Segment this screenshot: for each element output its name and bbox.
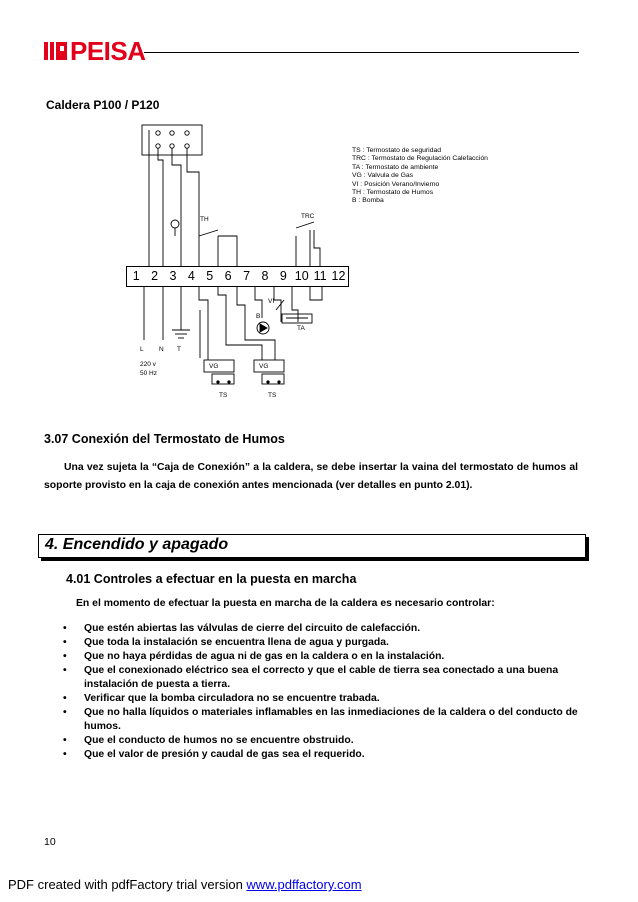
terminal-10: 10 [294, 269, 309, 283]
terminal-3: 3 [169, 269, 177, 283]
label-th: TH [200, 216, 209, 223]
label-supply-voltage: 220 v [140, 361, 156, 368]
list-item-text: Que el conducto de humos no se encuentre obstruido. [84, 735, 354, 746]
terminal-1: 1 [132, 269, 140, 283]
list-item-text: Que no haya pérdidas de agua ni de gas en la caldera o en la instalación. [84, 651, 445, 662]
bullet-icon: • [63, 735, 67, 746]
legend-item: TH : Termostato de Humos [352, 189, 434, 197]
section-4-title: 4. Encendido y apagado [45, 536, 229, 553]
diagram-title: Caldera P100 / P120 [46, 98, 160, 112]
section-3-07-heading: 3.07 Conexión del Termostato de Humos [44, 432, 285, 446]
label-n: N [159, 346, 164, 353]
bullet-icon: • [63, 693, 67, 704]
terminal-6: 6 [224, 269, 232, 283]
list-item-text: Que toda la instalación se encuentra llena de agua y purgada. [84, 637, 389, 648]
legend-item: VI : Posición Verano/Invierno [352, 180, 440, 188]
terminal-11: 11 [313, 269, 327, 283]
bullet-icon: • [63, 749, 67, 760]
bullet-icon: • [63, 707, 67, 718]
legend-item: TS : Termostato de seguridad [352, 147, 442, 154]
label-ts-2: TS [268, 392, 277, 399]
terminal-12: 12 [331, 269, 346, 283]
terminal-5: 5 [206, 269, 214, 283]
bullet-icon: • [63, 623, 67, 634]
section-4-01-heading: 4.01 Controles a efectuar en la puesta en marcha [66, 572, 357, 586]
label-vg-1: VG [209, 363, 219, 370]
diagram-legend [352, 147, 488, 206]
label-t: T [177, 346, 181, 353]
bullet-icon: • [63, 651, 67, 662]
bullet-icon: • [63, 665, 67, 676]
terminal-7: 7 [243, 269, 251, 283]
section-3-07-text: Una vez sujeta la “Caja de Conexión” a la caldera, se debe insertar la vaina del termostato de humos al soporte provisto en la caja de conexión antes mencionada (ver detalles en punto 2.01). [44, 462, 578, 491]
label-ts-1: TS [219, 392, 228, 399]
wiring-diagram [0, 0, 638, 420]
pdf-footer [8, 877, 362, 892]
section-3-07-paragraph [44, 459, 578, 495]
legend-item: VG : Valvula de Gas [352, 172, 414, 180]
legend-item: TRC : Termostato de Regulación Calefacción [352, 155, 488, 163]
terminal-strip [126, 266, 349, 287]
label-trc: TRC [301, 213, 315, 220]
terminal-8: 8 [261, 269, 269, 283]
bullet-icon: • [63, 637, 67, 648]
list-item [60, 636, 582, 650]
section-4-01-intro: En el momento de efectuar la puesta en marcha de la caldera es necesario controlar: [76, 598, 495, 609]
pdffactory-link[interactable]: www.pdffactory.com [246, 877, 362, 892]
terminal-2: 2 [151, 269, 159, 283]
section-4-box [38, 534, 586, 558]
page-number: 10 [44, 836, 56, 848]
list-item-text: Que estén abiertas las válvulas de cierre del circuito de calefacción. [84, 623, 421, 634]
list-item [60, 748, 582, 762]
terminal-9: 9 [279, 269, 287, 283]
footer-prefix: PDF created with pdfFactory trial version [8, 877, 247, 892]
legend-item: B : Bomba [352, 197, 384, 205]
label-l: L [140, 346, 144, 353]
list-item-text: Que no halla líquidos o materiales inflamables en las inmediaciones de la caldera o del conducto de humos. [84, 707, 578, 732]
label-supply-frequency: 50 Hz [140, 370, 157, 377]
list-item [60, 622, 582, 636]
list-item-text: Que el conexionado eléctrico sea el correcto y que el cable de tierra sea conectado a una buena instalación de puesta a tierra. [84, 665, 559, 690]
label-ta: TA [297, 325, 305, 332]
list-item-text: Que el valor de presión y caudal de gas sea el requerido. [84, 749, 365, 760]
list-item [60, 650, 582, 664]
terminal-4: 4 [187, 269, 195, 283]
list-item [60, 664, 582, 692]
legend-item: TA : Termostato de ambiente [352, 163, 439, 171]
checklist [60, 622, 582, 762]
list-item [60, 692, 582, 706]
label-b: B [256, 313, 261, 320]
list-item [60, 734, 582, 748]
peisa-logo-text: PEISA [70, 36, 146, 66]
label-vi: VI [268, 298, 275, 305]
list-item-text: Verificar que la bomba circuladora no se encuentre trabada. [84, 693, 380, 704]
list-item [60, 706, 582, 734]
label-vg-2: VG [259, 363, 269, 370]
